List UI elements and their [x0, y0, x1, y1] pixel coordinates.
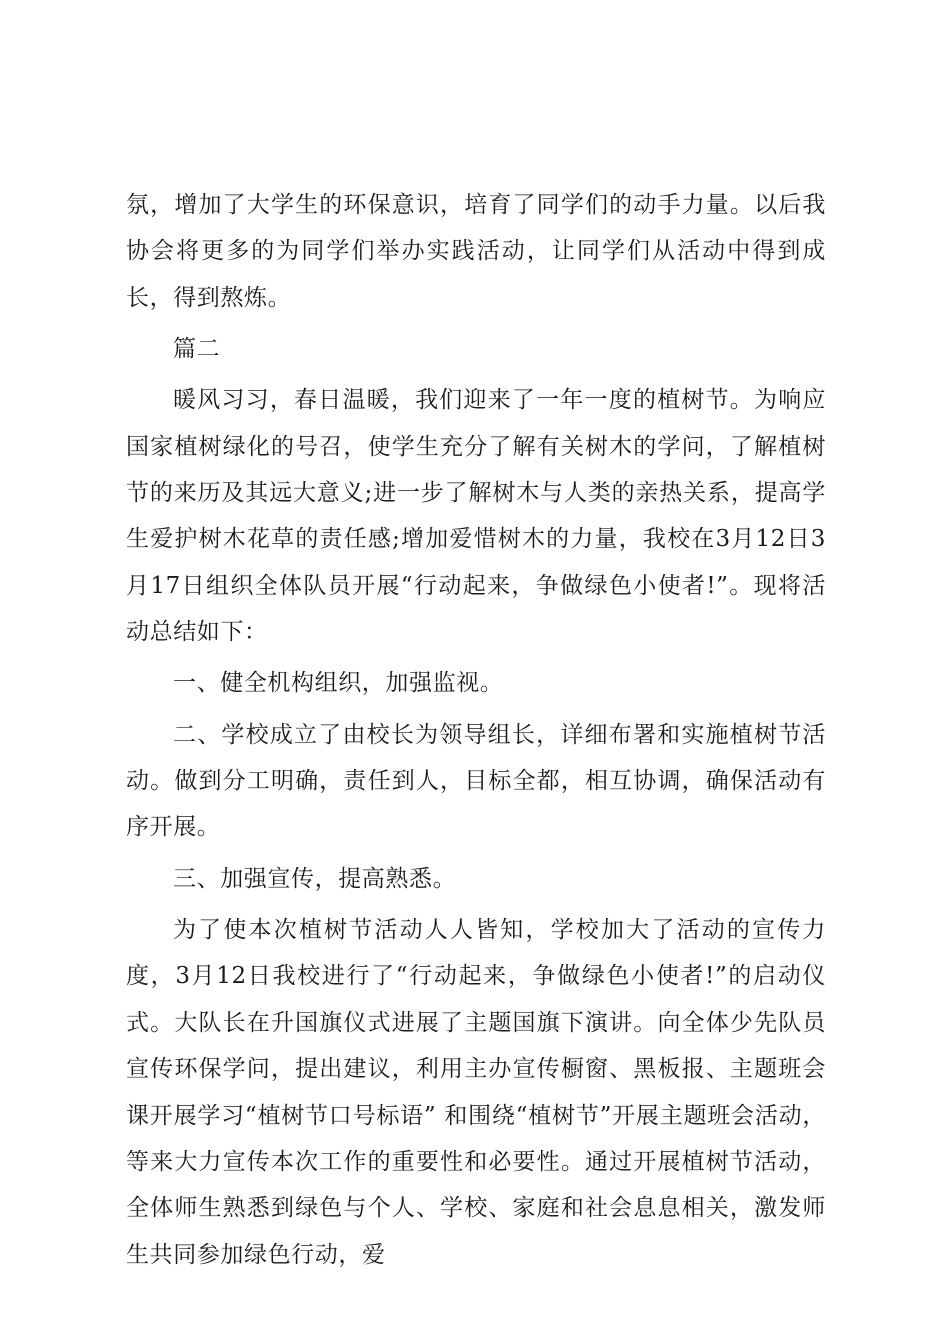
section-heading-part-two: 篇二	[173, 336, 221, 363]
item-heading-three: 三、加强宣传，提高熟悉。	[173, 865, 457, 892]
paragraph-continuation: 氛，增加了大学生的环保意识，培育了同学们的动手力量。以后我协会将更多的为同学们举办实践活动，让同学们从活动中得到成长，得到熬炼。	[126, 192, 826, 311]
document-body	[126, 182, 826, 1278]
paragraph-intro: 暖风习习，春日温暖，我们迎来了一年一度的植树节。为响应国家植树绿化的号召，使学生充分了解有关树木的学问，了解植树节的来历及其远大意义;进一步了解树木与人类的亲热关系，提高学生爱护树木花草的责任感;增加爱惜树木的力量，我校在3月12日3月17日组织全体队员开展“行动起来，争做绿色小使者!”。现将活动总结如下：	[126, 387, 826, 646]
item-heading-one: 一、健全机构组织，加强监视。	[173, 670, 504, 697]
paragraph-publicity: 为了使本次植树节活动人人皆知，学校加大了活动的宣传力度，3月12日我校进行了“行动起来，争做绿色小使者!”的启动仪式。大队长在升国旗仪式进展了主题国旗下演讲。向全体少先队员宣传环保学问，提出建议，利用主办宣传橱窗、黑板报、主题班会课开展学习“植树节口号标语” 和围绕“植树节”开展主题班会活动，等来大力宣传本次工作的重要性和必要性。通过开展植树节活动，全体师生熟悉到绿色与个人、学校、家庭和社会息息相关，激发师生共同参加绿色行动，爱	[126, 916, 826, 1268]
paragraph-item-two: 二、学校成立了由校长为领导组长，详细布署和实施植树节活动。做到分工明确，责任到人，目标全都，相互协调，确保活动有序开展。	[126, 721, 826, 841]
